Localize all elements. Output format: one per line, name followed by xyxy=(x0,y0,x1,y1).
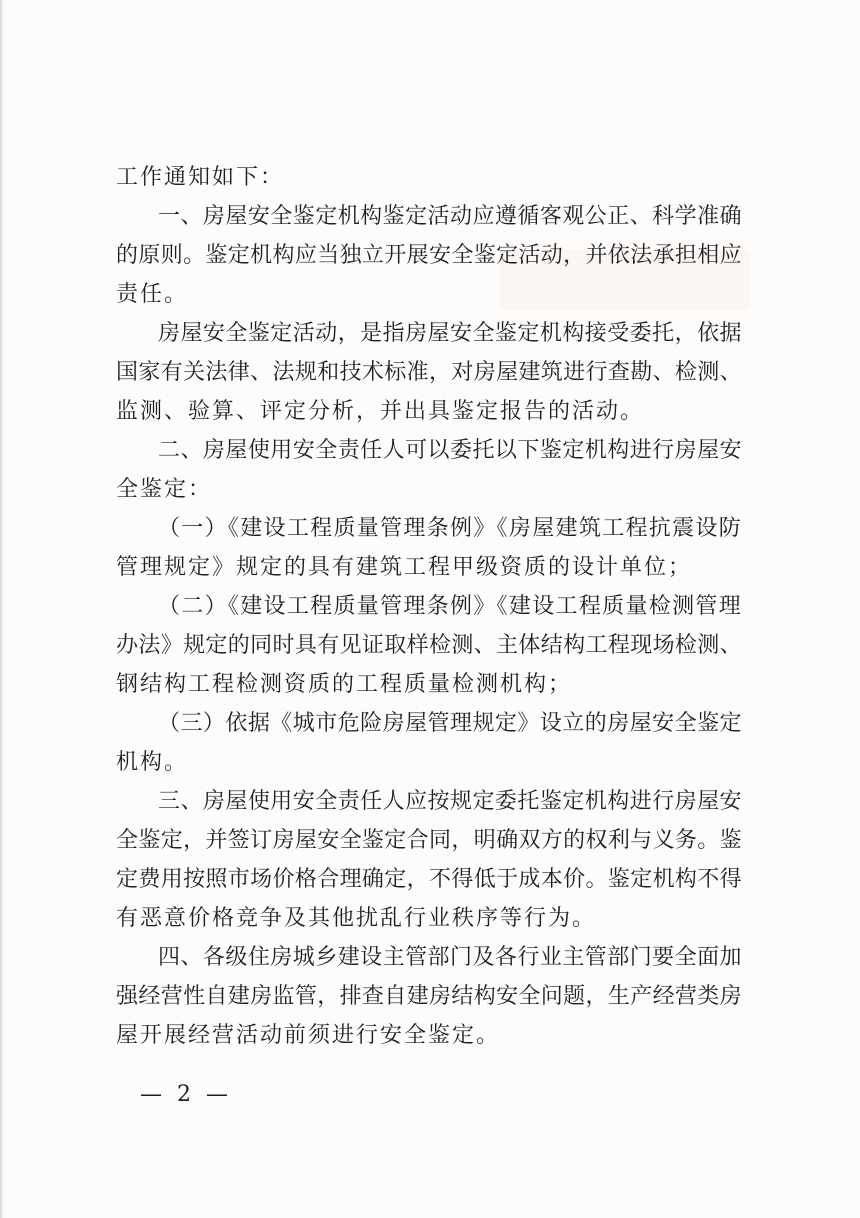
document-line: 全鉴定： xyxy=(116,477,213,502)
document-line: 钢结构工程检测资质的工程质量检测机构； xyxy=(116,672,573,697)
document-line: 强经营性自建房监管，排查自建房结构安全问题，生产经营类房 xyxy=(116,984,743,1009)
document-line: 二、房屋使用安全责任人可以委托以下鉴定机构进行房屋安 xyxy=(158,438,743,463)
document-line: 的原则。鉴定机构应当独立开展安全鉴定活动，并依法承担相应 xyxy=(116,243,743,268)
document-line: （一）《建设工程质量管理条例》《房屋建筑工程抗震设防 xyxy=(158,516,743,541)
document-line: 管理规定》规定的具有建筑工程甲级资质的设计单位； xyxy=(116,555,693,580)
document-line: 机构。 xyxy=(116,750,189,775)
document-line: 监测、验算、评定分析，并出具鉴定报告的活动。 xyxy=(116,399,645,424)
document-line: 屋开展经营活动前须进行安全鉴定。 xyxy=(116,1023,501,1048)
document-line: （三）依据《城市危险房屋管理规定》设立的房屋安全鉴定 xyxy=(158,711,743,736)
document-line: 房屋安全鉴定活动，是指房屋安全鉴定机构接受委托，依据 xyxy=(158,321,743,346)
page-number: — 2 — xyxy=(140,1082,232,1107)
document-line: 定费用按照市场价格合理确定，不得低于成本价。鉴定机构不得 xyxy=(116,867,743,892)
document-line: （二）《建设工程质量管理条例》《建设工程质量检测管理 xyxy=(158,594,743,619)
document-line: 四、各级住房城乡建设主管部门及各行业主管部门要全面加 xyxy=(158,945,743,970)
page-edge xyxy=(0,0,4,1218)
document-line: 三、房屋使用安全责任人应按规定委托鉴定机构进行房屋安 xyxy=(158,789,743,814)
document-line: 办法》规定的同时具有见证取样检测、主体结构工程现场检测、 xyxy=(116,633,743,658)
document-line: 全鉴定，并签订房屋安全鉴定合同，明确双方的权利与义务。鉴 xyxy=(116,828,743,853)
document-line: 一、房屋安全鉴定机构鉴定活动应遵循客观公正、科学准确 xyxy=(158,204,743,229)
document-line: 有恶意价格竞争及其他扰乱行业秩序等行为。 xyxy=(116,906,597,931)
document-line: 工作通知如下： xyxy=(116,165,285,190)
document-line: 责任。 xyxy=(116,282,189,307)
document-line: 国家有关法律、法规和技术标准，对房屋建筑进行查勘、检测、 xyxy=(116,360,743,385)
